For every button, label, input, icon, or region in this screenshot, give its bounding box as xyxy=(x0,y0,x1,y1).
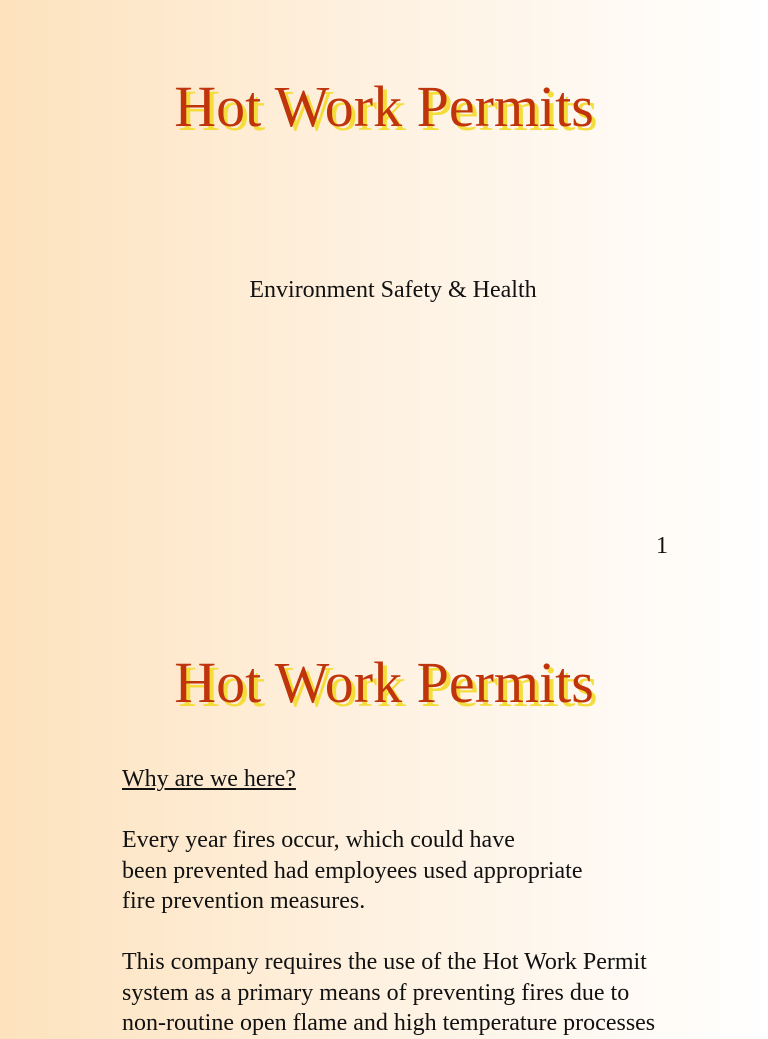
section-heading: Why are we here? xyxy=(122,766,296,792)
slide-2 xyxy=(0,576,768,1036)
slide-1-subtitle: Environment Safety & Health xyxy=(249,277,537,303)
paragraph-1-line: Every year fires occur, which could have xyxy=(122,827,515,853)
paragraph-2 xyxy=(122,947,742,1039)
paragraph-2-line: This company requires the use of the Hot Work Permit xyxy=(122,949,647,975)
paragraph-2-line: system as a primary means of preventing fires due to xyxy=(122,979,630,1006)
paragraph-2-line: non-routine open flame and high temperature processes xyxy=(122,1010,656,1036)
paragraph-1-line: been prevented had employees used appropriate xyxy=(122,857,583,884)
paragraph-1-line: fire prevention measures. xyxy=(122,888,366,914)
page-number: 1 xyxy=(656,533,668,559)
slide-2-body xyxy=(122,764,742,1039)
slide-2-title: Hot Work Permits xyxy=(174,650,594,715)
paragraph-1 xyxy=(122,825,742,917)
slide-1-title: Hot Work Permits xyxy=(174,74,594,139)
